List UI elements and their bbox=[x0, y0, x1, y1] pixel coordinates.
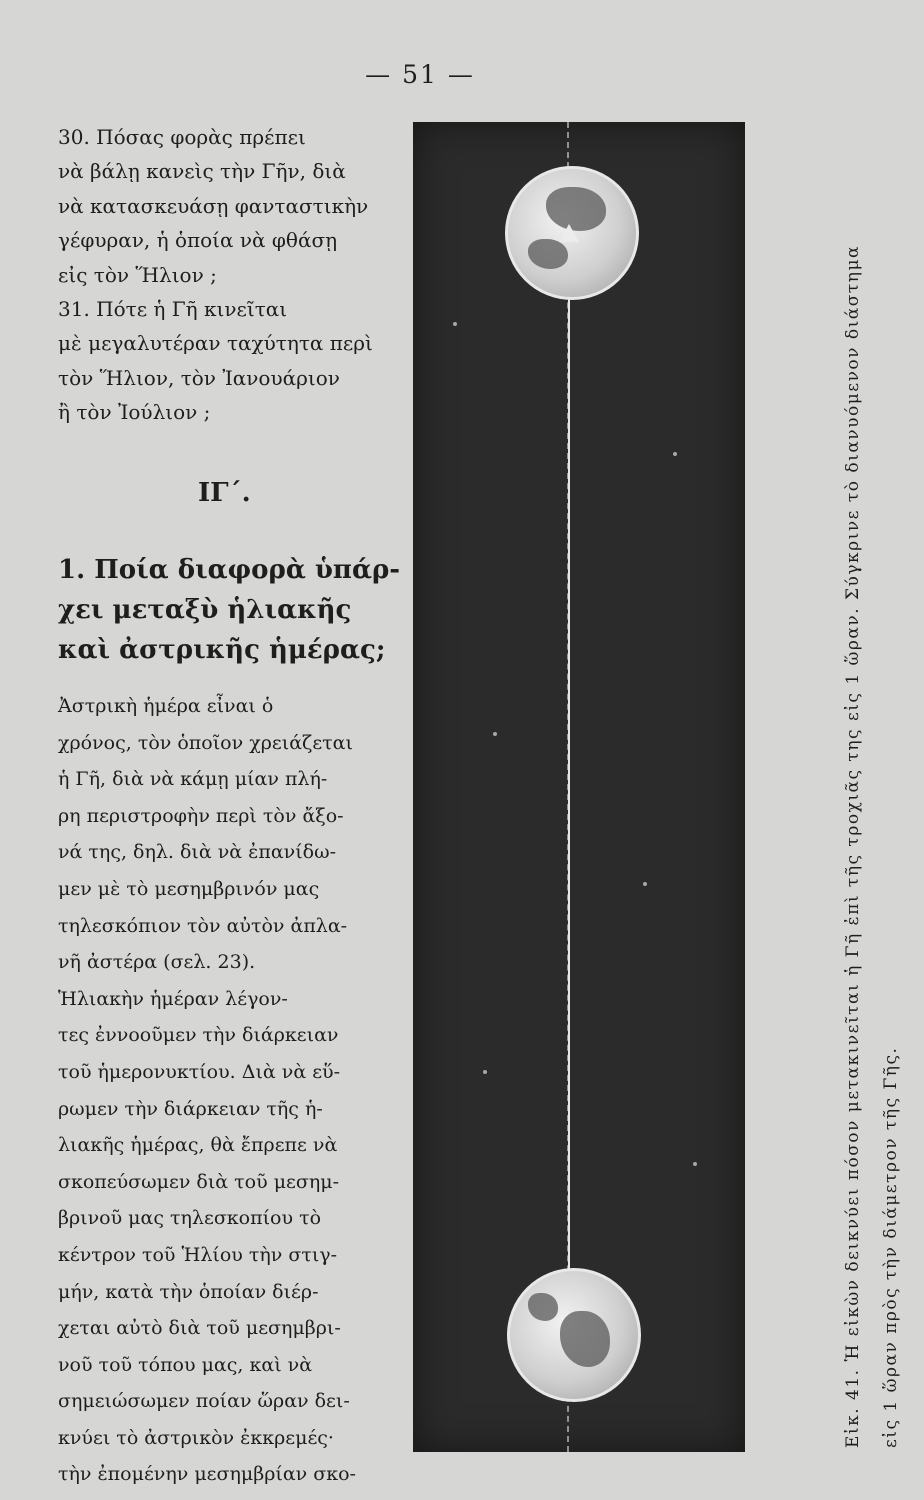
question-heading bbox=[58, 550, 401, 670]
text-line: νὰ βάλῃ κανεὶς τὴν Γῆν, διὰ bbox=[58, 159, 346, 184]
answer-line: κνύει τὸ ἀστρικὸν ἐκκρεμές· bbox=[58, 1426, 334, 1449]
text-line: γέφυραν, ἡ ὁποία νὰ φθάσῃ bbox=[58, 228, 338, 253]
answer-line: τες ἐννοοῦμεν τὴν διάρκειαν bbox=[58, 1024, 339, 1047]
answer-line: ἡ Γῆ, διὰ νὰ κάμῃ μίαν πλή- bbox=[58, 768, 328, 791]
caption-line: εἰς 1 ὥραν πρὸς τὴν διάμετρον τῆς Γῆς. bbox=[881, 1046, 901, 1448]
answer-line: κέντρον τοῦ Ἡλίου τὴν στιγ- bbox=[58, 1243, 338, 1266]
text-line: μὲ μεγαλυτέραν ταχύτητα περὶ bbox=[58, 331, 373, 356]
question-line: χει μεταξὺ ἡλιακῆς bbox=[58, 595, 352, 625]
answer-line: χεται αὐτὸ διὰ τοῦ μεσημβρι- bbox=[58, 1317, 341, 1340]
question-line: καὶ ἀστρικῆς ἡμέρας; bbox=[58, 635, 386, 665]
question-line: 1. Ποία διαφορὰ ὑπάρ- bbox=[58, 555, 401, 585]
answer-line: Ἀστρικὴ ἡμέρα εἶναι ὁ bbox=[58, 695, 274, 717]
star-dot bbox=[493, 732, 497, 736]
answer-line: νά της, δηλ. διὰ νὰ ἐπανίδω- bbox=[58, 841, 337, 864]
answer-line: λιακῆς ἡμέρας, θὰ ἔπρεπε νὰ bbox=[58, 1134, 338, 1157]
answer-line: βρινοῦ μας τηλεσκοπίου τὸ bbox=[58, 1207, 322, 1230]
answer-line: νῆ ἀστέρα (σελ. 23). bbox=[58, 951, 256, 974]
star-dot bbox=[453, 322, 457, 326]
text-line: 30. Πόσας φορὰς πρέπει bbox=[58, 125, 306, 149]
text-line: νὰ κατασκευάσῃ φανταστικὴν bbox=[58, 193, 369, 218]
orbit-path-line bbox=[568, 230, 570, 1330]
earth-globe-bottom bbox=[507, 1268, 641, 1402]
text-line: ἢ τὸν Ἰούλιον ; bbox=[58, 400, 211, 425]
answer-paragraph bbox=[58, 688, 398, 1493]
answer-line: σημειώσωμεν ποίαν ὥραν δει- bbox=[58, 1390, 350, 1413]
page-number: — 51 — bbox=[365, 60, 475, 89]
star-dot bbox=[483, 1070, 487, 1074]
text-line: εἰς τὸν Ἥλιον ; bbox=[58, 262, 217, 287]
text-line: 31. Πότε ἡ Γῆ κινεῖται bbox=[58, 297, 288, 322]
answer-line: τηλεσκόπιον τὸν αὐτὸν ἀπλα- bbox=[58, 914, 348, 937]
star-dot bbox=[693, 1162, 697, 1166]
answer-line: τὴν ἐπομένην μεσημβρίαν σκο- bbox=[58, 1463, 356, 1486]
answer-line: σκοπεύσωμεν διὰ τοῦ μεσημ- bbox=[58, 1170, 340, 1193]
answer-line: τοῦ ἡμερονυκτίου. Διὰ νὰ εὕ- bbox=[58, 1060, 341, 1083]
answer-line: μεν μὲ τὸ μεσημβρινόν μας bbox=[58, 877, 320, 900]
answer-line: νοῦ τοῦ τόπου μας, καὶ νὰ bbox=[58, 1353, 313, 1376]
answer-line: Ἡλιακὴν ἡμέραν λέγον- bbox=[58, 987, 288, 1010]
answer-line: ρωμεν τὴν διάρκειαν τῆς ἡ- bbox=[58, 1097, 323, 1120]
caption-line: Εἰκ. 41. Ἡ εἰκὼν δεικνύει πόσον μετακινεῖται ἡ Γῆ ἐπὶ τῆς τροχιᾶς της εἰς 1 ὥραν. Σύγκρινε τὸ διανυόμενον διάστημα bbox=[843, 245, 863, 1448]
star-dot bbox=[673, 452, 677, 456]
arrow-up-icon bbox=[559, 224, 579, 242]
star-dot bbox=[643, 882, 647, 886]
answer-line: μήν, κατὰ τὴν ὁποίαν διέρ- bbox=[58, 1280, 319, 1303]
earth-orbit-figure bbox=[413, 122, 745, 1452]
figure-caption bbox=[834, 88, 910, 1448]
answer-line: ρη περιστροφὴν περὶ τὸν ἄξο- bbox=[58, 804, 344, 827]
answer-line: χρόνος, τὸν ὁποῖον χρειάζεται bbox=[58, 731, 353, 754]
questions-30-31 bbox=[58, 120, 393, 430]
text-line: τὸν Ἥλιον, τὸν Ἰανουάριον bbox=[58, 365, 340, 390]
section-heading: ΙΓ΄. bbox=[198, 478, 251, 508]
